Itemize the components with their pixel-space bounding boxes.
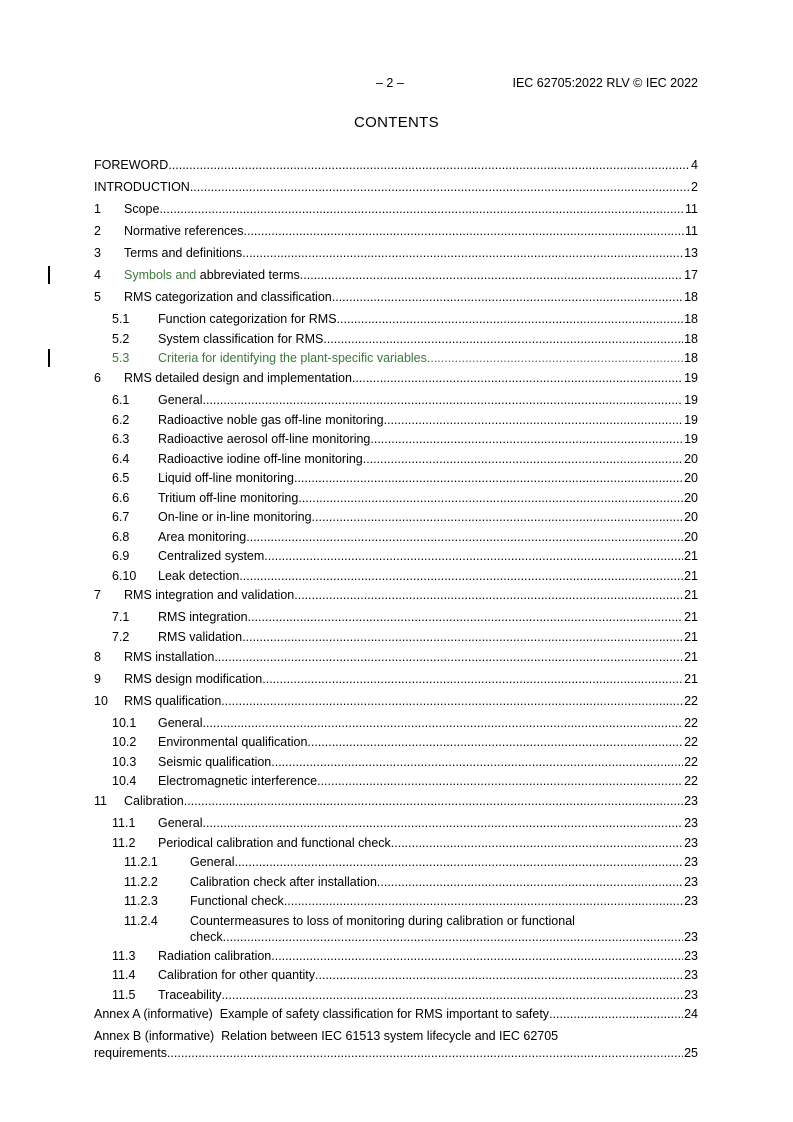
toc-label: Criteria for identifying the plant-specific variables [158, 351, 427, 365]
toc-page: 23 [684, 855, 698, 869]
toc-label: Calibration for other quantity [158, 968, 316, 982]
toc-number: 1 [94, 202, 101, 216]
toc-leader [377, 875, 683, 889]
toc-leader [184, 794, 683, 808]
toc-label: RMS integration and validation [124, 588, 295, 602]
toc-page: 20 [684, 529, 698, 544]
toc-page: 20 [684, 451, 698, 466]
toc-entry-11-2-3[interactable] [94, 894, 698, 914]
toc-label: Periodical calibration and functional check [158, 835, 391, 850]
toc-page: 20 [684, 490, 698, 505]
toc-leader [323, 332, 683, 346]
toc-label: Radiation calibration [158, 948, 272, 963]
toc-label: Radioactive noble gas off-line monitoring [158, 412, 384, 427]
toc-entry-annex-a[interactable] [94, 1007, 698, 1029]
change-bar [48, 266, 50, 284]
toc-page: 4 [691, 158, 698, 172]
toc-page: 22 [684, 735, 698, 749]
toc-label: Function categorization for RMS [158, 312, 337, 326]
toc-leader [300, 268, 683, 282]
change-bar [48, 349, 50, 367]
toc-entry-6-3[interactable] [94, 432, 698, 452]
toc-entry-11-2-2[interactable] [94, 875, 698, 895]
toc-leader [337, 312, 684, 326]
toc-page: 21 [684, 629, 698, 644]
toc-leader [294, 471, 683, 485]
toc-entry-10-2[interactable] [94, 735, 698, 755]
toc-number: 5.1 [112, 312, 130, 326]
toc-label: Radioactive aerosol off-line monitoring [158, 432, 371, 446]
toc-leader [248, 610, 683, 624]
table-of-contents [94, 158, 698, 1065]
toc-entry-5-3[interactable] [94, 351, 698, 371]
toc-number: 10.1 [112, 715, 137, 730]
toc-leader [298, 491, 683, 505]
toc-entry-6-6[interactable] [94, 491, 698, 511]
toc-number: 7.1 [112, 610, 130, 624]
toc-label: Calibration check after installation [190, 874, 377, 889]
toc-leader [159, 202, 684, 216]
toc-number: 10.2 [112, 735, 137, 749]
toc-number: 10.4 [112, 774, 137, 788]
standard-reference: IEC 62705:2022 RLV © IEC 2022 [512, 76, 698, 90]
toc-entry-5-1[interactable] [94, 312, 698, 332]
toc-entry-11-5[interactable] [94, 988, 698, 1007]
toc-leader [391, 836, 683, 850]
toc-label: Annex A (informative) Example of safety classification for RMS important to safety [94, 1006, 550, 1021]
toc-leader [284, 894, 683, 908]
toc-number: 6.7 [112, 510, 130, 524]
toc-number: 6.2 [112, 412, 130, 427]
toc-entry-5-2[interactable] [94, 332, 698, 352]
toc-number: 6.3 [112, 432, 130, 446]
toc-number: 5.3 [112, 351, 130, 365]
toc-number: 10.3 [112, 754, 137, 769]
toc-entry-1[interactable] [94, 202, 698, 224]
toc-leader [214, 650, 683, 664]
toc-entry-introduction[interactable] [94, 180, 698, 202]
toc-page: 20 [684, 471, 698, 485]
toc-number: 7 [94, 588, 101, 602]
toc-number: 11.3 [112, 948, 136, 963]
toc-number: 10 [94, 693, 108, 708]
toc-leader [242, 246, 683, 260]
toc-entry-foreword[interactable] [94, 158, 698, 180]
toc-page: 18 [684, 312, 698, 326]
toc-leader [363, 452, 683, 466]
toc-page: 19 [684, 371, 698, 385]
toc-page: 17 [684, 268, 698, 282]
toc-label: RMS integration [158, 610, 248, 624]
toc-page: 11 [685, 202, 698, 216]
toc-number: 3 [94, 246, 101, 260]
toc-page: 21 [684, 671, 698, 686]
toc-label: Area monitoring [158, 529, 247, 544]
toc-entry-3[interactable] [94, 246, 698, 268]
toc-label: Tritium off-line monitoring [158, 490, 299, 505]
toc-label-line1: Annex B (informative) Relation between IEC 61513 system lifecycle and IEC 62705 [94, 1028, 559, 1043]
toc-label: check [190, 929, 223, 944]
toc-number: 6.6 [112, 490, 130, 505]
toc-leader [202, 393, 683, 407]
toc-number: 5.2 [112, 331, 130, 346]
toc-leader [202, 816, 683, 830]
toc-label: requirements [94, 1045, 167, 1060]
toc-number: 9 [94, 671, 101, 686]
toc-page: 22 [684, 693, 698, 708]
toc-number: 11.2.1 [124, 855, 158, 869]
toc-number: 8 [94, 649, 101, 664]
toc-entry-6-10[interactable] [94, 569, 698, 589]
toc-leader [312, 510, 684, 524]
toc-leader [307, 735, 683, 749]
toc-page: 18 [684, 331, 698, 346]
toc-label-inserted: Symbols and [124, 268, 197, 282]
toc-leader [190, 180, 690, 194]
toc-page: 22 [684, 715, 698, 730]
toc-entry-11[interactable] [94, 794, 698, 816]
toc-page: 23 [684, 929, 698, 944]
toc-page: 23 [684, 794, 698, 808]
toc-label: Electromagnetic interference [158, 774, 318, 788]
toc-leader [234, 855, 683, 869]
toc-leader [242, 630, 683, 644]
toc-entry-annex-b[interactable] [94, 1029, 698, 1065]
toc-leader [370, 432, 683, 446]
toc-entry-6-2[interactable] [94, 413, 698, 433]
toc-label: Radioactive iodine off-line monitoring [158, 451, 363, 466]
toc-leader [167, 1046, 683, 1060]
toc-page: 23 [684, 948, 698, 963]
toc-number: 11 [94, 794, 107, 808]
toc-number: 6.1 [112, 393, 130, 407]
toc-entry-6-1[interactable] [94, 393, 698, 413]
toc-label: System classification for RMS [158, 331, 324, 346]
toc-leader [202, 716, 683, 730]
toc-label: On-line or in-line monitoring [158, 510, 312, 524]
toc-label: General [158, 393, 203, 407]
toc-entry-10[interactable] [94, 694, 698, 716]
toc-entry-5[interactable] [94, 290, 698, 312]
toc-label: Terms and definitions [124, 246, 243, 260]
toc-entry-11-1[interactable] [94, 816, 698, 836]
toc-leader [223, 930, 683, 944]
toc-leader [271, 949, 683, 963]
toc-label-line1: Countermeasures to loss of monitoring during calibration or functional [190, 913, 575, 928]
toc-entry-6-4[interactable] [94, 452, 698, 472]
toc-page: 18 [684, 290, 698, 304]
toc-leader [262, 672, 683, 686]
toc-label: Leak detection [158, 568, 240, 583]
toc-page: 23 [684, 894, 698, 908]
toc-number: 11.5 [112, 987, 136, 1002]
toc-entry-4[interactable] [94, 268, 698, 290]
toc-entry-11-3[interactable] [94, 949, 698, 969]
toc-leader [315, 968, 683, 982]
toc-entry-10-4[interactable] [94, 774, 698, 794]
toc-page: 21 [684, 568, 698, 583]
toc-number: 4 [94, 268, 101, 282]
toc-label: Scope [124, 202, 160, 216]
toc-entry-6-7[interactable] [94, 510, 698, 530]
toc-page: 23 [684, 968, 698, 982]
toc-label: Normative references [124, 224, 244, 238]
toc-number: 6.10 [112, 568, 137, 583]
toc-label: RMS installation [124, 649, 215, 664]
toc-leader [244, 224, 685, 238]
toc-label: Functional check [190, 894, 284, 908]
toc-entry-6-9[interactable] [94, 549, 698, 569]
toc-number: 11.2.3 [124, 894, 158, 908]
toc-entry-6-8[interactable] [94, 530, 698, 550]
toc-entry-11-4[interactable] [94, 968, 698, 988]
toc-number: 6.8 [112, 529, 130, 544]
toc-page: 22 [684, 774, 698, 788]
toc-entry-7[interactable] [94, 588, 698, 610]
toc-page: 23 [684, 816, 698, 830]
toc-label: RMS design modification [124, 671, 263, 686]
toc-page: 18 [684, 351, 698, 365]
toc-leader [221, 988, 683, 1002]
toc-page: 25 [684, 1045, 698, 1060]
toc-page: 2 [691, 180, 698, 194]
toc-entry-7-2[interactable] [94, 630, 698, 650]
toc-page: 24 [684, 1006, 698, 1021]
toc-number: 11.2.4 [124, 913, 158, 928]
toc-label: Centralized system [158, 549, 265, 563]
toc-label: Seismic qualification [158, 754, 272, 769]
toc-leader [168, 158, 690, 172]
toc-leader [384, 413, 683, 427]
toc-number: 7.2 [112, 629, 130, 644]
toc-leader [221, 694, 683, 708]
toc-leader [246, 530, 683, 544]
toc-entry-11-2-4[interactable] [94, 914, 698, 949]
toc-leader [332, 290, 683, 304]
toc-entry-9[interactable] [94, 672, 698, 694]
toc-label: Traceability [158, 987, 222, 1002]
toc-label: RMS categorization and classification [124, 290, 332, 304]
toc-page: 23 [684, 835, 698, 850]
toc-page: 21 [684, 610, 698, 624]
toc-number: 6 [94, 371, 101, 385]
toc-number: 11.2 [112, 835, 136, 850]
toc-page: 19 [684, 393, 698, 407]
toc-entry-11-2-1[interactable] [94, 855, 698, 875]
toc-number: 11.1 [112, 816, 136, 830]
page-title: CONTENTS [354, 114, 439, 131]
toc-page: 19 [684, 412, 698, 427]
toc-leader [317, 774, 683, 788]
toc-page: 13 [684, 246, 698, 260]
toc-number: 2 [94, 224, 101, 238]
toc-label: General [158, 715, 203, 730]
toc-leader [294, 588, 683, 602]
toc-label: INTRODUCTION [94, 180, 190, 194]
page-number: – 2 – [376, 76, 404, 90]
toc-entry-10-3[interactable] [94, 755, 698, 775]
toc-label: abbreviated terms [196, 268, 300, 282]
toc-page: 11 [685, 224, 698, 238]
toc-label: General [158, 816, 203, 830]
toc-entry-10-1[interactable] [94, 716, 698, 736]
toc-number: 6.5 [112, 471, 130, 485]
toc-entry-6[interactable] [94, 371, 698, 393]
toc-leader [549, 1007, 683, 1021]
toc-page: 21 [684, 588, 698, 602]
toc-label: Environmental qualification [158, 735, 308, 749]
toc-page: 21 [684, 649, 698, 664]
toc-leader [264, 549, 683, 563]
toc-number: 6.4 [112, 451, 130, 466]
toc-label: RMS detailed design and implementation [124, 371, 352, 385]
toc-entry-6-5[interactable] [94, 471, 698, 491]
toc-page: 23 [684, 874, 698, 889]
toc-entry-2[interactable] [94, 224, 698, 246]
toc-label: RMS validation [158, 629, 243, 644]
toc-number: 6.9 [112, 549, 130, 563]
toc-page: 22 [684, 754, 698, 769]
toc-page: 21 [684, 549, 698, 563]
toc-entry-11-2[interactable] [94, 836, 698, 856]
toc-number: 5 [94, 290, 101, 304]
toc-leader [352, 371, 683, 385]
toc-page: 23 [684, 987, 698, 1002]
toc-number: 11.4 [112, 968, 136, 982]
toc-number: 11.2.2 [124, 874, 158, 889]
toc-label: RMS qualification [124, 693, 222, 708]
toc-label: Liquid off-line monitoring [158, 471, 294, 485]
toc-leader [271, 755, 683, 769]
toc-leader [427, 351, 683, 365]
toc-leader [239, 569, 683, 583]
toc-page: 19 [684, 432, 698, 446]
toc-label: FOREWORD [94, 158, 169, 172]
toc-label: Calibration [124, 794, 184, 808]
toc-entry-8[interactable] [94, 650, 698, 672]
toc-label: General [190, 855, 235, 869]
toc-entry-7-1[interactable] [94, 610, 698, 630]
toc-page: 20 [684, 510, 698, 524]
